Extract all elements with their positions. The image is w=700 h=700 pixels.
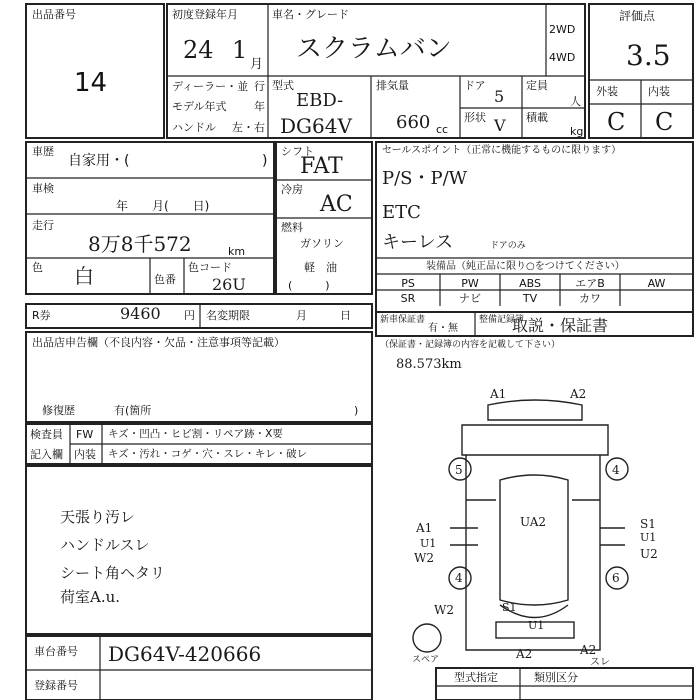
lot-label: 出品番号 <box>32 8 76 21</box>
type-value-1: EBD- <box>296 90 344 111</box>
car-name-label: 車名・グレード <box>272 8 349 21</box>
category-label: 類別区分 <box>534 671 578 684</box>
shape-value: V <box>494 116 506 135</box>
note-2: ハンドルスレ <box>60 536 150 554</box>
fuel-value: ガソリン <box>300 237 344 250</box>
equipment-abs: ABS <box>519 277 541 290</box>
report-label: 出品店申告欄（不良内容・欠品・注意事項等記載） <box>32 336 285 349</box>
equipment-airbag: エアB <box>575 277 605 290</box>
shape-label: 形状 <box>464 111 486 124</box>
handle-label: ハンドル <box>172 121 216 134</box>
mileage-value: 8万8千572 <box>88 232 192 256</box>
repair-history-value: 有(箇所 <box>114 404 152 417</box>
displacement-unit: cc <box>436 123 449 136</box>
interior-grade: C <box>655 108 674 136</box>
equipment-sr: SR <box>400 292 416 305</box>
equipment-ps: PS <box>401 277 415 290</box>
history-value: 88.573km <box>396 357 462 372</box>
model-year-label: モデル年式 <box>172 100 227 113</box>
first-registration-label: 初度登録年月 <box>172 8 238 21</box>
inspection-label: 車検 <box>32 182 54 195</box>
color-label: 色 <box>32 261 43 274</box>
usage-label: 車歴 <box>32 145 54 158</box>
displacement-label: 排気量 <box>376 79 409 92</box>
records-label: 整備記録簿 <box>479 315 525 325</box>
equipment-kawa: カワ <box>579 292 601 305</box>
chassis-value: DG64V-420666 <box>108 642 262 666</box>
fuel-other: ( ) <box>288 279 330 292</box>
color-code-label: 色コード <box>188 261 232 274</box>
repair-history-label: 修復歴 <box>42 404 75 417</box>
diagram-mark: 4 <box>455 571 463 585</box>
diagram-mark: U1 <box>528 619 545 632</box>
diagram-mark: W2 <box>414 551 434 565</box>
first-registration-year: 24 <box>183 36 214 64</box>
interior-check-items: キズ・汚れ・コゲ・穴・スレ・キレ・破レ <box>108 448 308 460</box>
first-registration-month: 1 <box>232 36 248 64</box>
diagram-mark: 6 <box>612 571 620 585</box>
diagram-mark: スレ <box>590 657 610 668</box>
note-3: シート角ヘタリ <box>60 564 166 582</box>
score-value: 3.5 <box>626 39 671 72</box>
interior-check-label: 内装 <box>74 448 96 461</box>
load-unit: kg <box>570 125 584 138</box>
note-1: 天張り汚レ <box>60 508 136 526</box>
diagram-mark: 4 <box>612 463 620 477</box>
inspection-value: 年 月( 日) <box>116 199 210 213</box>
door-value: 5 <box>494 87 505 106</box>
shift-value: FAT <box>300 154 343 179</box>
chassis-label: 車台番号 <box>34 645 78 658</box>
inspector-label: 検査員 <box>30 428 63 441</box>
displacement-value: 660 <box>396 112 431 133</box>
diagram-mark: 5 <box>455 463 463 477</box>
diagram-mark: S1 <box>502 601 517 614</box>
note-4: 荷室A.u. <box>60 588 121 606</box>
capacity-unit: 人 <box>570 95 581 108</box>
warranty-label: 新車保証書 <box>380 315 426 325</box>
exterior-label: 外装 <box>596 85 618 98</box>
diagram-mark: U2 <box>640 547 658 561</box>
ac-label: 冷房 <box>281 183 303 196</box>
model-year-suffix: 年 <box>254 100 265 113</box>
shift-label: シフト <box>281 145 314 158</box>
sales-point-1: P/S・P/W <box>382 168 468 189</box>
handle-options: 左・右 <box>232 121 265 134</box>
color-value: 白 <box>74 264 94 288</box>
equipment-label: 装備品（純正品に限り○をつけてください） <box>426 261 625 272</box>
diagram-mark: A2 <box>580 643 597 657</box>
fw-label: FW <box>76 428 94 441</box>
spare-label: スペア <box>412 655 440 665</box>
records-value: 取説・保証書 <box>512 316 609 335</box>
capacity-label: 定員 <box>526 79 548 92</box>
sales-points-label: セールスポイント（正常に機能するものに限ります） <box>382 145 622 156</box>
score-label: 評価点 <box>619 9 656 23</box>
equipment-tv: TV <box>522 292 538 305</box>
type-designation-label: 型式指定 <box>454 671 498 684</box>
diagram-mark: W2 <box>434 603 454 617</box>
exterior-grade: C <box>607 108 626 136</box>
entry-label: 記入欄 <box>30 448 63 461</box>
usage-close: ) <box>262 153 268 169</box>
fuel-diesel: 軽 油 <box>304 261 337 274</box>
load-label: 積載 <box>526 111 548 124</box>
recycle-value: 9460 <box>120 304 161 323</box>
equipment-pw: PW <box>461 277 479 290</box>
interior-label: 内装 <box>648 85 670 98</box>
ac-value: AC <box>320 192 353 217</box>
diagram-mark: U1 <box>420 537 437 550</box>
fuel-label: 燃料 <box>281 221 303 234</box>
diagram-mark: A2 <box>516 647 533 661</box>
sales-point-3: キーレス <box>382 232 454 253</box>
diagram-mark: A1 <box>490 387 507 401</box>
sales-point-2: ETC <box>382 202 421 223</box>
door-label: ドア <box>464 79 486 92</box>
type-label: 型式 <box>272 79 294 92</box>
type-value-2: DG64V <box>280 114 352 138</box>
dealer-suffix: 行 <box>254 80 265 93</box>
recycle-label: R券 <box>32 309 51 322</box>
color-code-value: 26U <box>212 275 246 294</box>
diagram-mark: A2 <box>570 387 587 401</box>
lot-number: 14 <box>74 68 108 98</box>
color-number-label: 色番 <box>154 273 176 286</box>
name-change-deadline-value: 月 日 <box>296 309 351 322</box>
diagram-mark: UA2 <box>520 515 547 529</box>
month-unit: 月 <box>250 57 264 72</box>
diagram-mark: U1 <box>640 531 657 544</box>
diagram-mark: S1 <box>640 517 656 531</box>
equipment-note: ドアのみ <box>490 241 526 251</box>
usage-value: 自家用・( <box>68 153 130 169</box>
warranty-value: 有・無 <box>428 323 458 334</box>
dealer-label: ディーラー・並 <box>172 80 249 93</box>
equipment-navi: ナビ <box>459 292 481 305</box>
history-label: （保証書・記録簿の内容を記載して下さい） <box>380 340 561 350</box>
car-name-value: スクラムバン <box>296 34 452 64</box>
recycle-unit: 円 <box>184 309 195 322</box>
mileage-unit: km <box>228 245 246 258</box>
name-change-deadline-label: 名変期限 <box>206 309 250 322</box>
repair-history-close: ) <box>354 404 359 417</box>
registration-label: 登録番号 <box>34 679 78 692</box>
mileage-label: 走行 <box>32 219 54 232</box>
equipment-aw: AW <box>647 277 666 290</box>
diagram-mark: A1 <box>416 521 433 535</box>
drive-2wd: 2WD <box>549 23 576 36</box>
fw-items: キズ・凹凸・ヒビ割・リペア跡・X要 <box>108 428 283 440</box>
drive-4wd: 4WD <box>549 51 576 64</box>
